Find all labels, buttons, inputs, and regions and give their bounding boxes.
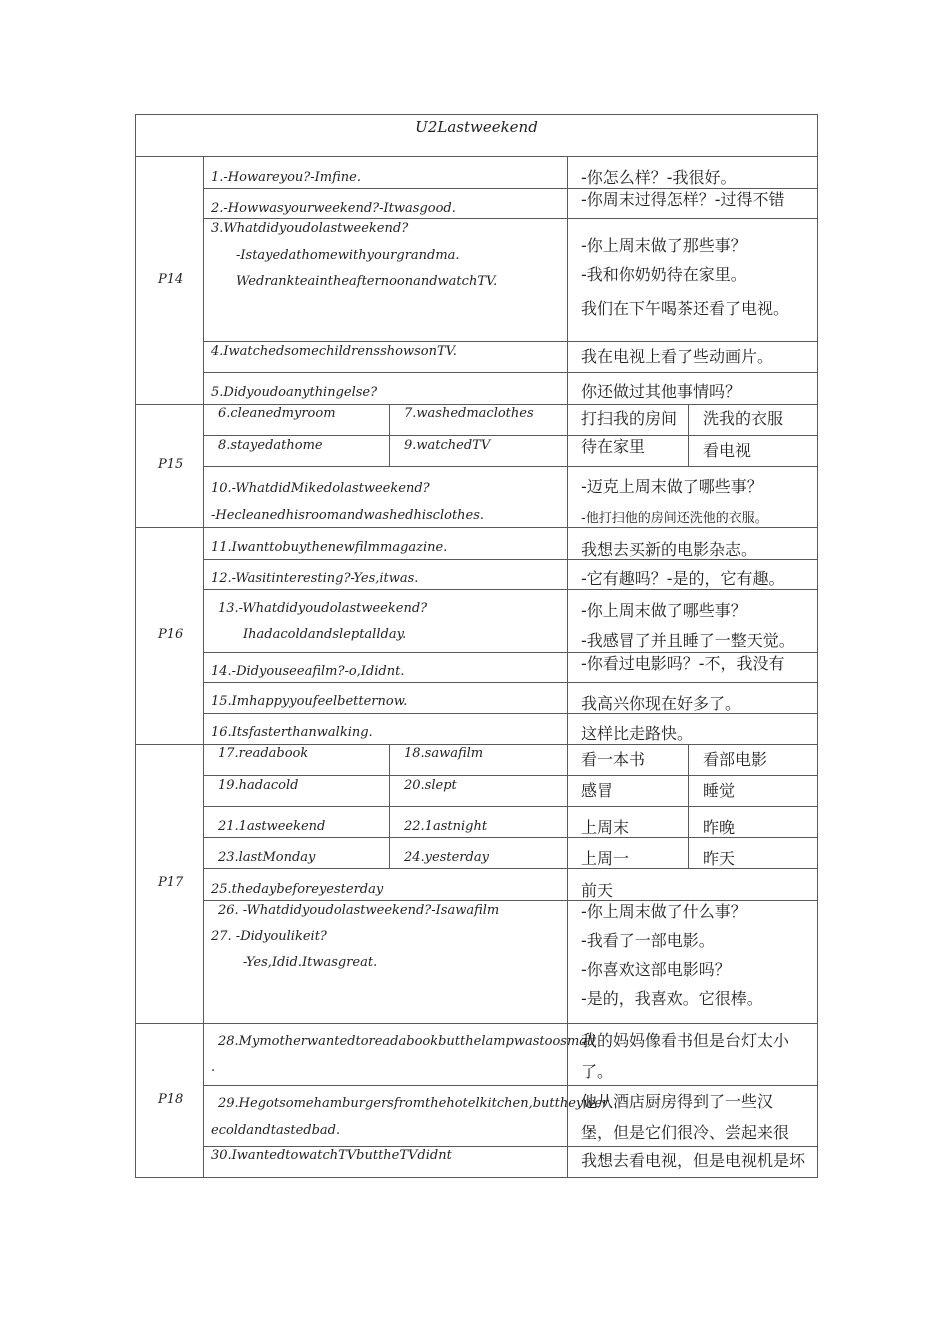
chinese-translation: 看电视 xyxy=(703,441,752,460)
chinese-translation: 前天 xyxy=(581,881,614,900)
row-divider xyxy=(203,372,818,373)
chinese-translation: 我想去看电视，但是电视机是坏 xyxy=(581,1151,806,1170)
section-divider xyxy=(135,404,818,405)
language-column-divider xyxy=(567,156,568,1178)
english-sentence: WedrankteaintheafternoonandwatchTV. xyxy=(236,274,498,289)
section-column-divider xyxy=(203,156,204,1178)
section-label-p17: P17 xyxy=(158,875,184,890)
english-sentence: Ihadacoldandsleptallday. xyxy=(243,627,407,642)
table-border-left xyxy=(135,114,136,1178)
english-sentence: 2.-Howwasyourweekend?-Itwasgood. xyxy=(211,201,456,216)
chinese-translation: 上周末 xyxy=(581,818,630,837)
chinese-translation: -我看了一部电影。 xyxy=(581,931,715,950)
chinese-translation: -你怎么样？-我很好。 xyxy=(581,168,737,187)
section-label-p18: P18 xyxy=(158,1092,184,1107)
chinese-translation: 我在电视上看了些动画片。 xyxy=(581,347,774,366)
chinese-translation: 我的妈妈像看书但是台灯太小 xyxy=(581,1031,790,1050)
english-sentence: -Yes,Idid.Itwasgreat. xyxy=(243,955,378,970)
chinese-translation: 这样比走路快。 xyxy=(581,724,694,743)
row-divider xyxy=(203,775,818,776)
chinese-translation: -它有趣吗？-是的，它有趣。 xyxy=(581,569,785,588)
table-title: U2Lastweekend xyxy=(415,118,538,136)
section-divider xyxy=(135,744,818,745)
table-border-bottom xyxy=(135,1177,818,1178)
chinese-translation: 打扫我的房间 xyxy=(581,409,678,428)
row-divider xyxy=(203,806,818,807)
word-phrase: 23.lastMonday xyxy=(218,850,316,865)
word-phrase: 8.stayedathome xyxy=(218,438,323,453)
chinese-translation: 上周一 xyxy=(581,849,630,868)
word-phrase: 25.thedaybeforeyesterday xyxy=(211,882,384,897)
english-sentence: . xyxy=(211,1060,216,1075)
english-sentence: 30.IwantedtowatchTVbuttheTVdidnt xyxy=(211,1148,452,1163)
section-label-p16: P16 xyxy=(158,627,184,642)
english-sentence: 15.Imhappyyoufeelbetternow. xyxy=(211,694,408,709)
chinese-translation: -你上周末做了哪些事？ xyxy=(581,601,747,620)
english-sentence: 27. -Didyoulikeit? xyxy=(211,929,327,944)
chinese-translation: 了。 xyxy=(581,1062,614,1081)
chinese-translation: 看一本书 xyxy=(581,750,646,769)
chinese-translation: 洗我的衣服 xyxy=(703,409,784,428)
english-sentence: 28.Mymotherwantedtoreadabookbutthelampwastoosmall xyxy=(218,1034,596,1049)
chinese-translation: -你周末过得怎样？-过得不错 xyxy=(581,190,785,209)
chinese-translation: -你看过电影吗？-不，我没有 xyxy=(581,654,785,673)
row-divider xyxy=(203,1085,818,1086)
title-divider xyxy=(135,156,818,157)
english-sentence: 12.-Wasitinteresting?-Yes,itwas. xyxy=(211,571,419,586)
chinese-translation: 睡觉 xyxy=(703,781,736,800)
word-phrase: 20.slept xyxy=(404,778,457,793)
section-label-p15: P15 xyxy=(158,457,184,472)
english-sentence: 3.Whatdidyoudolastweekend? xyxy=(211,221,409,236)
word-phrase: 6.cleanedmyroom xyxy=(218,406,336,421)
chinese-translation: -是的，我喜欢。它很棒。 xyxy=(581,989,763,1008)
english-sentence: 26. -Whatdidyoudolastweekend?-Isawafilm xyxy=(218,903,500,918)
english-sentence: 10.-WhatdidMikedolastweekend? xyxy=(211,481,430,496)
english-sentence: 1.-Howareyou?-Imfine. xyxy=(211,170,361,185)
chinese-translation: 他从酒店厨房得到了一些汉 xyxy=(581,1092,774,1111)
chinese-translation: 你还做过其他事情吗？ xyxy=(581,382,742,401)
english-sentence: -Hecleanedhisroomandwashedhisclothes. xyxy=(211,508,485,523)
word-phrase: 21.1astweekend xyxy=(218,819,326,834)
chinese-translation: -迈克上周末做了哪些事？ xyxy=(581,477,763,496)
english-sentence: 5.Didyoudoanythingelse? xyxy=(211,385,378,400)
english-sentence: 29.Hegotsomehamburgersfromthehotelkitchen,buttheywer xyxy=(218,1096,609,1111)
english-sentence: -Istayedathomewithyourgrandma. xyxy=(236,248,460,263)
row-divider xyxy=(203,435,818,436)
row-divider xyxy=(203,900,818,901)
chinese-translation: 我们在下午喝茶还看了电视。 xyxy=(581,299,790,318)
word-phrase: 24.yesterday xyxy=(404,850,489,865)
english-sentence: 11.Iwanttobuythenewfilmmagazine. xyxy=(211,540,448,555)
table-border-top xyxy=(135,114,818,115)
english-sentence: 4.IwatchedsomechildrensshowsonTV. xyxy=(211,344,457,359)
row-divider xyxy=(203,341,818,342)
row-divider xyxy=(203,589,818,590)
chinese-translation: -我感冒了并且睡了一整天觉。 xyxy=(581,631,795,650)
row-divider xyxy=(203,1146,818,1147)
row-divider xyxy=(203,188,818,189)
chinese-translation: 昨晚 xyxy=(703,818,736,837)
chinese-translation: -你喜欢这部电影吗？ xyxy=(581,960,731,979)
table-border-right xyxy=(817,114,818,1178)
chinese-translation: -他打扫他的房间还洗他的衣服。 xyxy=(581,511,768,526)
chinese-translation: 堡，但是它们很冷、尝起来很 xyxy=(581,1123,790,1142)
chinese-translation: 看部电影 xyxy=(703,750,768,769)
english-sentence: 14.-Didyouseeafilm?-o,Ididnt. xyxy=(211,664,405,679)
section-divider xyxy=(135,1023,818,1024)
english-sentence: 13.-Whatdidyoudolastweekend? xyxy=(218,601,428,616)
word-phrase: 17.readabook xyxy=(218,746,309,761)
chinese-translation: -你上周末做了那些事？ xyxy=(581,236,747,255)
english-sentence: 16.Itsfasterthanwalking. xyxy=(211,725,373,740)
chinese-translation: 我想去买新的电影杂志。 xyxy=(581,540,758,559)
section-label-p14: P14 xyxy=(158,272,184,287)
row-divider xyxy=(203,218,818,219)
word-phrase: 18.sawafilm xyxy=(404,746,484,761)
chinese-translation: -你上周末做了什么事？ xyxy=(581,902,747,921)
row-divider xyxy=(203,466,818,467)
word-phrase: 7.washedmaclothes xyxy=(404,406,534,421)
chinese-translation: 待在家里 xyxy=(581,437,646,456)
word-phrase: 19.hadacold xyxy=(218,778,299,793)
english-sentence: ecoldandtastedbad. xyxy=(211,1123,341,1138)
chinese-translation: 昨天 xyxy=(703,849,736,868)
chinese-translation: -我和你奶奶待在家里。 xyxy=(581,265,747,284)
word-phrase: 22.1astnight xyxy=(404,819,488,834)
row-divider xyxy=(203,652,818,653)
word-phrase: 9.watchedTV xyxy=(404,438,491,453)
chinese-translation: 我高兴你现在好多了。 xyxy=(581,694,742,713)
chinese-translation: 感冒 xyxy=(581,781,614,800)
row-divider xyxy=(203,682,818,683)
